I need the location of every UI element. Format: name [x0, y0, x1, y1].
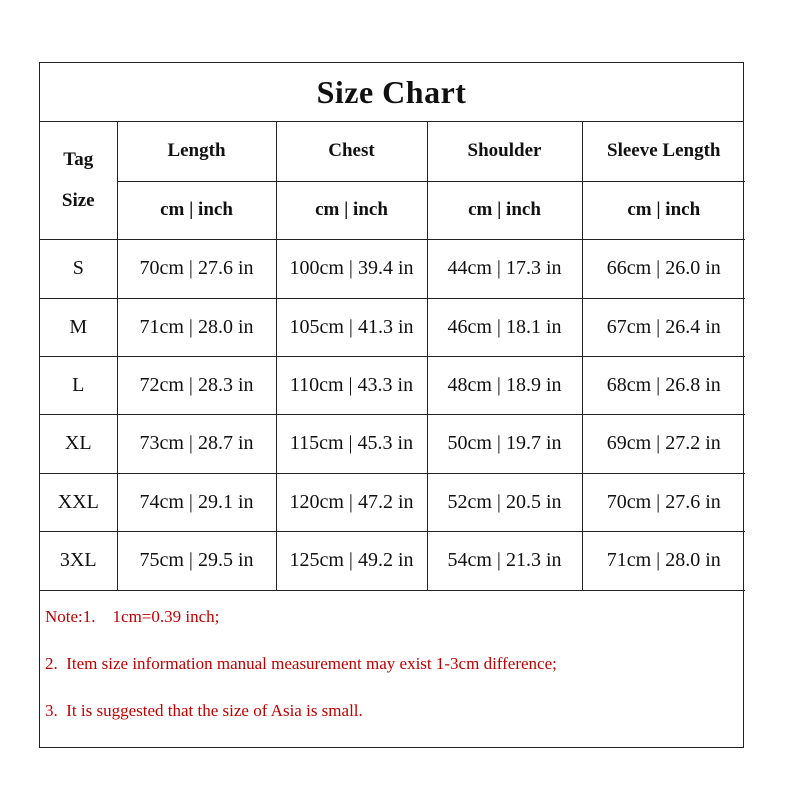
sleeve-cell: 70cm | 27.6 in: [582, 473, 745, 531]
unit-label: cm | inch: [117, 181, 276, 239]
table-row: [40, 473, 745, 531]
chest-cell: 125cm | 49.2 in: [276, 531, 427, 590]
column-header-shoulder: Shoulder: [427, 122, 582, 181]
size-cell: 3XL: [40, 531, 117, 590]
size-chart: [39, 62, 744, 748]
column-header-chest: Chest: [276, 122, 427, 181]
chest-cell: 120cm | 47.2 in: [276, 473, 427, 531]
size-table: [40, 122, 745, 591]
table-row: [40, 356, 745, 414]
sleeve-cell: 69cm | 27.2 in: [582, 414, 745, 473]
table-row: [40, 414, 745, 473]
size-cell: S: [40, 239, 117, 298]
length-cell: 74cm | 29.1 in: [117, 473, 276, 531]
chest-cell: 100cm | 39.4 in: [276, 239, 427, 298]
note-line: 3. It is suggested that the size of Asia is small.: [45, 700, 363, 720]
sleeve-cell: 67cm | 26.4 in: [582, 298, 745, 356]
chest-cell: 105cm | 41.3 in: [276, 298, 427, 356]
column-header-length: Length: [117, 122, 276, 181]
size-cell: XL: [40, 414, 117, 473]
size-cell: XXL: [40, 473, 117, 531]
tag-size-header: [40, 122, 117, 239]
shoulder-cell: 48cm | 18.9 in: [427, 356, 582, 414]
note-line: Note:1. 1cm=0.39 inch;: [45, 606, 220, 626]
length-cell: 71cm | 28.0 in: [117, 298, 276, 356]
table-row: [40, 531, 745, 590]
chest-cell: 110cm | 43.3 in: [276, 356, 427, 414]
length-cell: 75cm | 29.5 in: [117, 531, 276, 590]
length-cell: 73cm | 28.7 in: [117, 414, 276, 473]
tag-label: Tag: [63, 149, 94, 171]
table-row: [40, 239, 745, 298]
note-line: 2. Item size information manual measurement may exist 1-3cm difference;: [45, 653, 557, 673]
sleeve-cell: 68cm | 26.8 in: [582, 356, 745, 414]
table-row: [40, 298, 745, 356]
chest-cell: 115cm | 45.3 in: [276, 414, 427, 473]
shoulder-cell: 50cm | 19.7 in: [427, 414, 582, 473]
sleeve-cell: 66cm | 26.0 in: [582, 239, 745, 298]
sleeve-cell: 71cm | 28.0 in: [582, 531, 745, 590]
header-row: [40, 122, 745, 181]
shoulder-cell: 44cm | 17.3 in: [427, 239, 582, 298]
shoulder-cell: 54cm | 21.3 in: [427, 531, 582, 590]
notes-section: [40, 591, 743, 748]
chart-title: Size Chart: [40, 63, 743, 122]
length-cell: 70cm | 27.6 in: [117, 239, 276, 298]
unit-label: cm | inch: [427, 181, 582, 239]
column-header-sleeve-length: Sleeve Length: [582, 122, 745, 181]
unit-row: [40, 181, 745, 239]
length-cell: 72cm | 28.3 in: [117, 356, 276, 414]
unit-label: cm | inch: [276, 181, 427, 239]
shoulder-cell: 52cm | 20.5 in: [427, 473, 582, 531]
shoulder-cell: 46cm | 18.1 in: [427, 298, 582, 356]
size-cell: M: [40, 298, 117, 356]
unit-label: cm | inch: [582, 181, 745, 239]
size-cell: L: [40, 356, 117, 414]
size-label: Size: [61, 190, 95, 212]
